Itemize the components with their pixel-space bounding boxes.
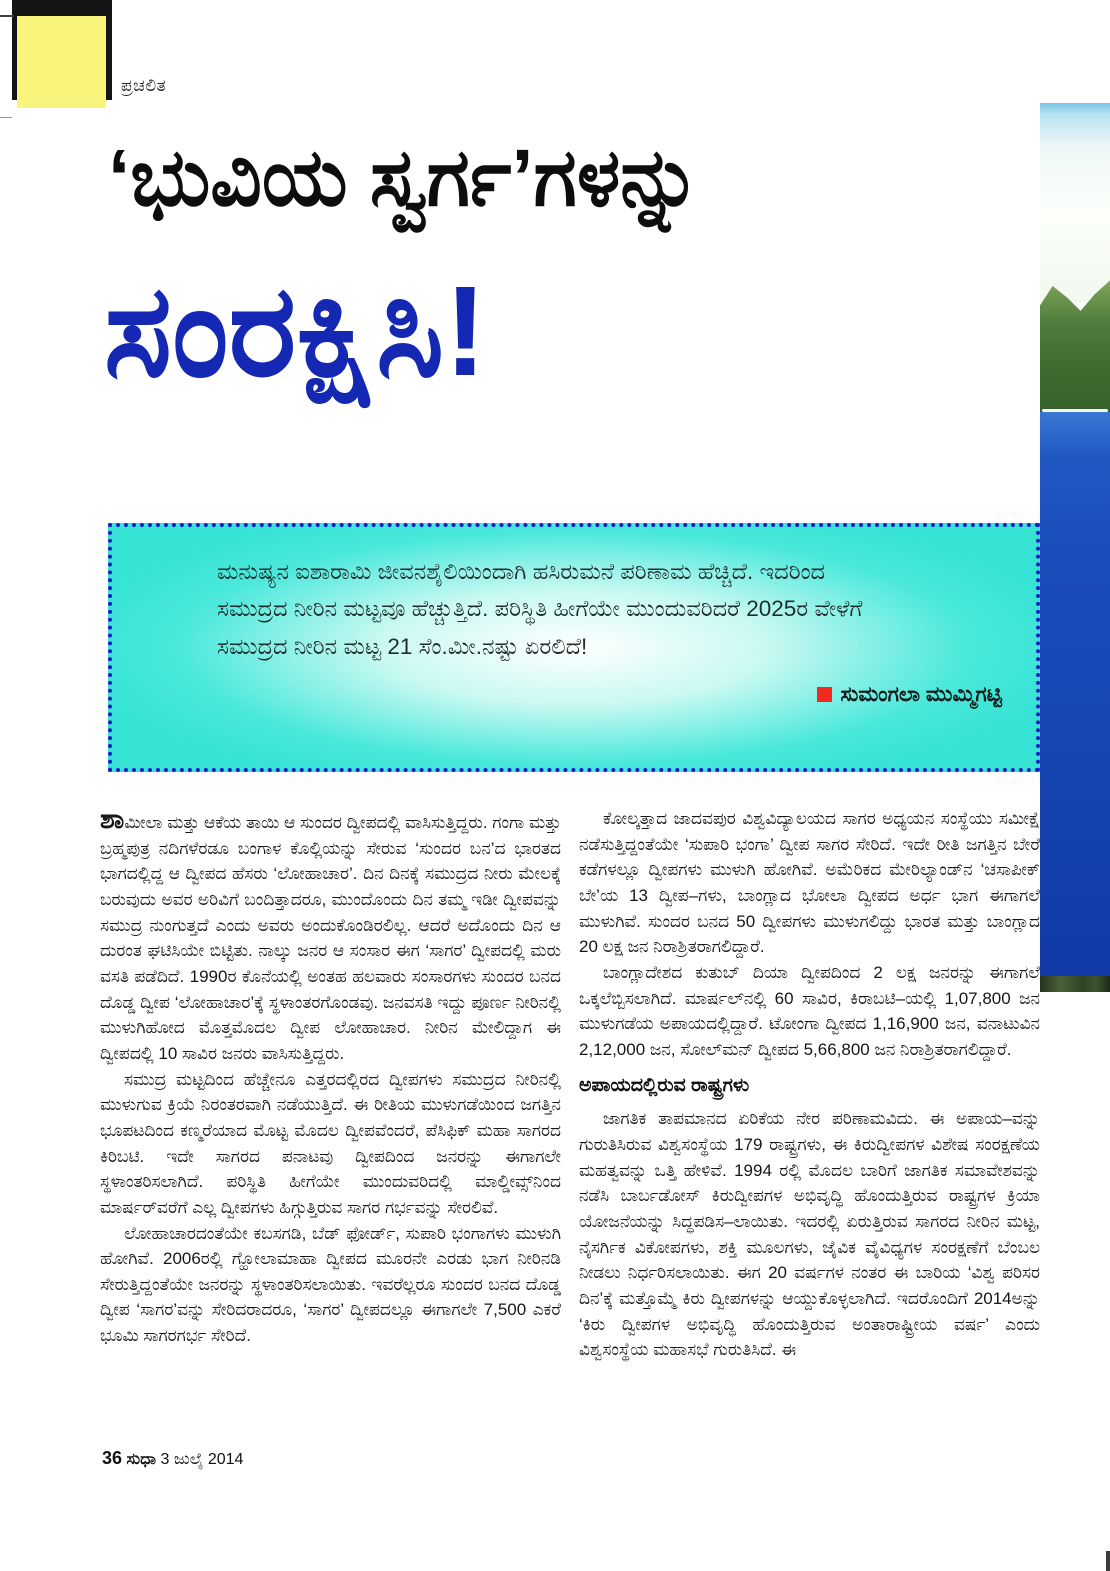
intro-summary-box (108, 523, 1040, 772)
lead-character: ಶಾ (100, 804, 125, 834)
photo-water (1040, 412, 1110, 976)
byline (817, 683, 1003, 707)
photo-sky (1040, 103, 1110, 303)
intro-line: ಮನುಷ್ಯನ ಐಶಾರಾಮಿ ಜೀವನಶೈಲಿಯಿಂದಾಗಿ ಹಸಿರುಮನೆ ಪರಿಣಾಮ ಹೆಚ್ಚಿದೆ. ಇದರಿಂದ (217, 559, 826, 584)
footer-page-number: 36 (102, 1448, 123, 1468)
subheading: ಅಪಾಯದಲ್ಲಿರುವ ರಾಷ್ಟ್ರಗಳು (579, 1074, 750, 1096)
island-photo (1040, 103, 1110, 992)
crop-mark-bottom (0, 117, 12, 118)
intro-line: ಸಮುದ್ರದ ನೀರಿನ ಮಟ್ಟವೂ ಹೆಚ್ಚುತ್ತಿದೆ. ಪರಿಸ್ಥಿತಿ ಹೀಗೆಯೇ ಮುಂದುವರಿದರೆ 2025ರ ವೇಳೆಗೆ (217, 596, 863, 622)
crop-mark-top (0, 15, 14, 17)
paragraph: ಜಾಗತಿಕ ತಾಪಮಾನದ ಏರಿಕೆಯ ನೇರ ಪರಿಣಾಮವಿದು. ಈ ಅಪಾಯ–ವನ್ನು ಗುರುತಿಸಿರುವ ವಿಶ್ವಸಂಸ್ಥೆಯ 179 ರಾಷ್ಟ್ರಗಳು, ಈ ಕಿರುದ್ವೀಪಗಳ ವಿಶೇಷ ಸಂರಕ್ಷಣೆಯ ಮಹತ್ವವನ್ನು ಒತ್ತಿ ಹೇಳಿವೆ. 1994 ರಲ್ಲಿ ಮೊದಲ ಬಾರಿಗೆ ಜಾಗತಿಕ ಸಮಾವೇಶವನ್ನು ನಡೆಸಿ ಬಾರ್ಬಡೋಸ್ ಕಿರುದ್ವೀಪಗಳ ಅಭಿವೃದ್ಧಿ ಹೊಂದುತ್ತಿರುವ ರಾಷ್ಟ್ರಗಳ ಕ್ರಿಯಾ ಯೋಜನೆಯನ್ನು ಸಿದ್ಧಪಡಿಸ–ಲಾಯಿತು. ಇದರಲ್ಲಿ ಏರುತ್ತಿರುವ ಸಾಗರದ ನೀರಿನ ಮಟ್ಟ, ನೈಸರ್ಗಿಕ ವಿಕೋಪಗಳು, ಶಕ್ತಿ ಮೂಲಗಳು, ಜೈವಿಕ ವೈವಿಧ್ಯಗಳ ಸಂರಕ್ಷಣೆಗೆ ಬೆಂಬಲ ನೀಡಲು ನಿರ್ಧರಿಸಲಾಯಿತು. ಈಗ 20 ವರ್ಷಗಳ ನಂತರ ಈ ಬಾರಿಯ ‘ವಿಶ್ವ ಪರಿಸರ ದಿನ’ಕ್ಕೆ ಮತ್ತೊಮ್ಮೆ ಕಿರು ದ್ವೀಪಗಳನ್ನು ಆಯ್ದುಕೊಳ್ಳಲಾಗಿದೆ. ಇದರೊಂದಿಗೆ 2014ಅನ್ನು ‘ಕಿರು ದ್ವೀಪಗಳ ಅಭಿವೃದ್ಧಿ ಹೊಂದುತ್ತಿರುವ ಅಂತಾರಾಷ್ಟ್ರೀಯ ವರ್ಷ’ ಎಂದು ವಿಶ್ವಸಂಸ್ಥೆಯ ಮಹಾಸಭೆ ಗುರುತಿಸಿದೆ. ಈ (579, 1109, 1040, 1360)
paragraph (100, 806, 561, 1067)
paragraph-text: ಮೀಲಾ ಮತ್ತು ಆಕೆಯ ತಾಯಿ ಆ ಸುಂದರ ದ್ವೀಪದಲ್ಲಿ ವಾಸಿಸುತ್ತಿದ್ದರು. ಗಂಗಾ ಮತ್ತು ಬ್ರಹ್ಮಪುತ್ರ ನದಿಗಳೆರಡೂ ಬಂಗಾಳ ಕೊಲ್ಲಿಯನ್ನು ಸೇರುವ ‘ಸುಂದರ ಬನ’ದ ಭಾರತದ ಭಾಗದಲ್ಲಿದ್ದ ಆ ದ್ವೀಪದ ಹೆಸರು ‘ಲೋಹಾಚಾರ’. ದಿನ ದಿನಕ್ಕೆ ಸಮುದ್ರದ ನೀರು ಮೇಲಕ್ಕೆ ಬರುವುದು ಅವರ ಅರಿವಿಗೆ ಬಂದಿತ್ತಾದರೂ, ಮುಂದೊಂದು ದಿನ ತಮ್ಮ ಇಡೀ ದ್ವೀಪವನ್ನು ಸಮುದ್ರ ನುಂಗುತ್ತದೆ ಎಂದು ಅವರು ಅಂದುಕೊಂಡಿರಲಿಲ್ಲ. ಆದರೆ ಅದೊಂದು ದಿನ ಆ ದುರಂತ ಘಟಿಸಿಯೇ ಬಿಟ್ಟಿತು. ನಾಲ್ಕು ಜನರ ಆ ಸಂಸಾರ ಈಗ ‘ಸಾಗರ’ ದ್ವೀಪದಲ್ಲಿ ಮರು ವಸತಿ ಪಡೆದಿದೆ. 1990ರ ಕೊನೆಯಲ್ಲಿ ಅಂತಹ ಹಲವಾರು ಸಂಸಾರಗಳು ಸುಂದರ ಬನದ ದೊಡ್ಡ ದ್ವೀಪ ‘ಲೋಹಾಚಾರ’ಕ್ಕೆ ಸ್ಥಳಾಂತರಗೊಂಡವು. ಜನವಸತಿ ಇದ್ದು ಪೂರ್ಣ ನೀರಿನಲ್ಲಿ ಮುಳುಗಿಹೋದ ಮೊತ್ತಮೊದಲ ದ್ವೀಪ ಲೋಹಾಚಾರ. ನೀರಿನ ಮೇಲಿದ್ದಾಗ ಈ ದ್ವೀಪದಲ್ಲಿ 10 ಸಾವಿರ ಜನರು ವಾಸಿಸುತ್ತಿದ್ದರು. (100, 813, 561, 1063)
paragraph: ಬಾಂಗ್ಲಾದೇಶದ ಕುತುಬ್ ದಿಯಾ ದ್ವೀಪದಿಂದ 2 ಲಕ್ಷ ಜನರನ್ನು ಈಗಾಗಲೆ ಒಕ್ಕಲೆಬ್ಬಿಸಲಾಗಿದೆ. ಮಾರ್ಷಲ್‌ನಲ್ಲಿ 60 ಸಾವಿರ, ಕಿರಾಬಟಿ–ಯಲ್ಲಿ 1,07,800 ಜನ ಮುಳುಗಡೆಯ ಅಪಾಯದಲ್ಲಿದ್ದಾರೆ. ಟೋಂಗಾ ದ್ವೀಪದ 1,16,900 ಜನ, ವನಾಟುವಿನ 2,12,000 ಜನ, ಸೋಲ್‌ಮನ್ ದ್ವೀಪದ 5,66,800 ಜನ ನಿರಾಶ್ರಿತರಾಗಲಿದ್ದಾರೆ. (579, 962, 1040, 1059)
intro-text (217, 553, 1017, 665)
paragraph: ಸಮುದ್ರ ಮಟ್ಟದಿಂದ ಹೆಚ್ಚೇನೂ ಎತ್ತರದಲ್ಲಿರದ ದ್ವೀಪಗಳು ಸಮುದ್ರದ ನೀರಿನಲ್ಲಿ ಮುಳುಗುವ ಕ್ರಿಯೆ ನಿರಂತರವಾಗಿ ನಡೆಯುತ್ತಿದೆ. ಈ ರೀತಿಯ ಮುಳುಗಡೆಯಿಂದ ಜಗತ್ತಿನ ಭೂಪಟದಿಂದ ಕಣ್ಮರೆಯಾದ ಮೊಟ್ಟ ಮೊದಲ ದ್ವೀಪವೆಂದರೆ, ಪೆಸಿಫಿಕ್ ಮಹಾ ಸಾಗರದ ಕಿರಿಬಟಿ. ಇದೇ ಸಾಗರದ ಪನಾಟವು ದ್ವೀಪದಿಂದ ಜನರನ್ನು ಈಗಾಗಲೇ ಸ್ಥಳಾಂತರಿಸಲಾಗಿದೆ. ಪರಿಸ್ಥಿತಿ ಹೀಗೆಯೇ ಮುಂದುವರಿದಲ್ಲಿ ಮಾಲ್ಡೀವ್ಸ್‌ನಿಂದ ಮಾರ್ಷರ್‌ವರೆಗೆ ಎಲ್ಲ ದ್ವೀಪಗಳು ಹಿಗ್ಗುತ್ತಿರುವ ಸಾಗರ ಗರ್ಭವನ್ನು ಸೇರಲಿವೆ. (100, 1069, 561, 1217)
page-edge-artifact (1106, 1551, 1110, 1571)
right-column (579, 806, 1040, 1363)
footer-date: 3 ಜುಲೈ 2014 (160, 1451, 244, 1468)
paragraph: ಲೋಹಾಚಾರದಂತೆಯೇ ಕಬಸಗಡಿ, ಬೆಡ್ ಫೋರ್ಡ್, ಸುಪಾರಿ ಭಂಗಾಗಳು ಮುಳುಗಿ ಹೋಗಿವೆ. 2006ರಲ್ಲಿ ಗ್ಹೋಲಾಮಾಹಾ ದ್ವೀಪದ ಮೂರನೇ ಎರಡು ಭಾಗ ನೀರಿನಡಿ ಸೇರುತ್ತಿದ್ದಂತೆಯೇ ಜನರನ್ನು ಸ್ಥಳಾಂತರಿಸಲಾಯಿತು. ಇವರೆಲ್ಲರೂ ಸುಂದರ ಬನದ ದೊಡ್ಡ ದ್ವೀಪ ‘ಸಾಗರ’ವನ್ನು ಸೇರಿದರಾದರೂ, ‘ಸಾಗರ’ ದ್ವೀಪದಲ್ಲೂ ಈಗಾಗಲೇ 7,500 ಎಕರೆ ಭೂಮಿ ಸಾಗರಗರ್ಭ ಸೇರಿದೆ. (100, 1223, 561, 1346)
footer-magazine-name: ಸುಧಾ (126, 1451, 157, 1468)
left-column (100, 806, 561, 1363)
intro-line: ಸಮುದ್ರದ ನೀರಿನ ಮಟ್ಟ 21 ಸೆಂ.ಮೀ.ನಷ್ಟು ಏರಲಿದೆ! (217, 633, 588, 659)
article-body (100, 806, 1040, 1363)
section-label: ಪ್ರಚಲಿತ (121, 76, 167, 95)
byline-red-square-icon (817, 687, 832, 702)
article-title-line2: ಸಂರಕ್ಷಿಸಿ! (104, 260, 487, 403)
article-title-line1: ‘ಭುವಿಯ ಸ್ವರ್ಗ’ಗಳನ್ನು (108, 133, 701, 222)
corner-yellow-block (17, 16, 106, 108)
paragraph: ಕೋಲ್ಕತ್ತಾದ ಜಾದವಪುರ ವಿಶ್ವವಿದ್ಯಾಲಯದ ಸಾಗರ ಅಧ್ಯಯನ ಸಂಸ್ಥೆಯು ಸಮೀಕ್ಷೆ ನಡೆಸುತ್ತಿದ್ದಂತೆಯೇ ‘ಸುಪಾರಿ ಭಂಗಾ’ ದ್ವೀಪ ಸಾಗರ ಸೇರಿದೆ. ಇದೇ ರೀತಿ ಜಗತ್ತಿನ ಬೇರೆ ಕಡೆಗಳಲ್ಲೂ ದ್ವೀಪಗಳು ಮುಳುಗಿ ಹೋಗಿವೆ. ಅಮೆರಿಕದ ಮೇರಿಲ್ಯಾಂಡ್‌ನ ‘ಚಸಾಪೀಕ್ ಬೇ’ಯ 13 ದ್ವೀಪ–ಗಳು, ಬಾಂಗ್ಲಾದ ಭೋಲಾ ದ್ವೀಪದ ಅರ್ಧ ಭಾಗ ಈಗಾಗಲೆ ಮುಳುಗಿವೆ. ಸುಂದರ ಬನದ 50 ದ್ವೀಪಗಳು ಮುಳುಗಲಿದ್ದು ಭಾರತ ಮತ್ತು ಬಾಂಗ್ಲಾದ 20 ಲಕ್ಷ ಜನ ನಿರಾಶ್ರಿತರಾಗಲಿದ್ದಾರೆ. (579, 809, 1040, 957)
byline-author: ಸುಮಂಗಲಾ ಮುಮ್ಮಿಗಟ್ಟಿ (840, 683, 1002, 706)
photo-shore (1040, 976, 1110, 992)
page-footer (102, 1448, 243, 1469)
